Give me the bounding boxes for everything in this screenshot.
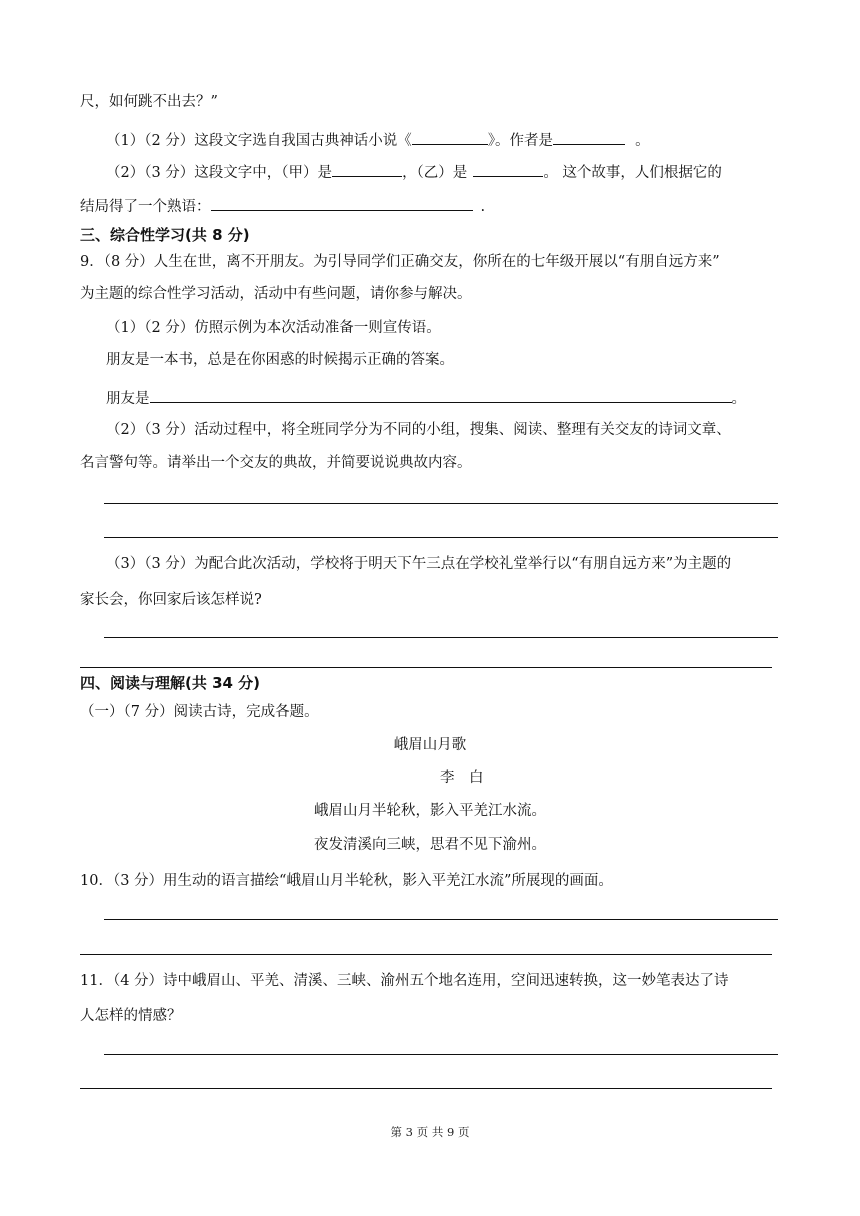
question-10: 10．（3 分）用生动的语言描绘“峨眉山月半轮秋，影入平羌江水流”所展现的画面。 [80,873,613,889]
text-line: 尺，如何跳不出去？” [80,94,218,110]
answer-blank[interactable] [211,194,473,211]
question-9-3: （3）（3 分）为配合此次活动，学校将于明天下午三点在学校礼堂举行以“有朋自远方来”为主题的 [106,556,732,572]
answer-line[interactable] [80,954,772,955]
answer-line-row [106,386,746,409]
text: 。 [731,391,746,407]
question-8-2-cont [80,194,485,217]
answer-line[interactable] [104,1054,778,1055]
text: 》。作者是 [487,133,554,149]
question-11: 11．（4 分）诗中峨眉山、平羌、清溪、三峡、渝州五个地名连用，空间迅速转换，这一妙笔表达了诗 [80,973,729,989]
question-11-cont: 人怎样的情感？ [80,1008,182,1024]
text: 结局得了一个熟语： [80,199,211,215]
poem-line: 夜发清溪向三峡，思君不见下渝州。 [314,837,546,853]
poem-line: 峨眉山月半轮秋，影入平羌江水流。 [314,803,546,819]
answer-blank[interactable] [332,160,402,177]
answer-blank[interactable] [553,128,625,145]
poem-author: 李 白 [440,770,484,786]
answer-line[interactable] [104,503,778,504]
question-9-3-cont: 家长会，你回家后该怎样说? [80,592,262,608]
text: 朋友是 [106,391,150,407]
question-9-2-cont: 名言警句等。请举出一个交友的典故，并简要说说典故内容。 [80,455,472,471]
answer-line[interactable] [104,919,778,920]
page-number: 第 3 页 共 9 页 [390,1125,470,1139]
text: 。 这个故事，人们根据它的 [543,165,722,181]
text: ，（乙）是 [402,165,468,181]
text: . [480,199,486,215]
question-9-2: （2）（3 分）活动过程中，将全班同学分为不同的小组，搜集、阅读、整理有关交友的诗词文章、 [106,422,731,438]
question-8-2 [106,160,722,183]
section-title: 四、阅读与理解(共 34 分) [80,674,261,692]
example-text: 朋友是一本书，总是在你困惑的时候揭示正确的答案。 [106,352,454,368]
answer-line[interactable] [104,537,778,538]
text: （2）（3 分）这段文字中，（甲）是 [106,165,333,181]
question-9: 9．（8 分）人生在世，离不开朋友。为引导同学们正确交友，你所在的七年级开展以“有朋自远方来” [80,254,720,270]
answer-blank[interactable] [150,386,732,403]
answer-blank[interactable] [412,128,488,145]
answer-line[interactable] [80,667,772,668]
question-9-cont: 为主题的综合性学习活动，活动中有些问题，请你参与解决。 [80,286,472,302]
answer-blank[interactable] [473,160,543,177]
text: 。 [635,133,650,149]
poem-title: 峨眉山月歌 [393,737,467,753]
answer-line[interactable] [104,637,778,638]
reading-part-title: （一）（7 分）阅读古诗，完成各题。 [80,704,319,720]
answer-line[interactable] [80,1088,772,1089]
question-9-1: （1）（2 分）仿照示例为本次活动准备一则宣传语。 [106,320,441,336]
question-8-1 [106,128,650,151]
section-title: 三、综合性学习(共 8 分) [80,226,250,244]
text: （1）（2 分）这段文字选自我国古典神话小说《 [106,133,412,149]
